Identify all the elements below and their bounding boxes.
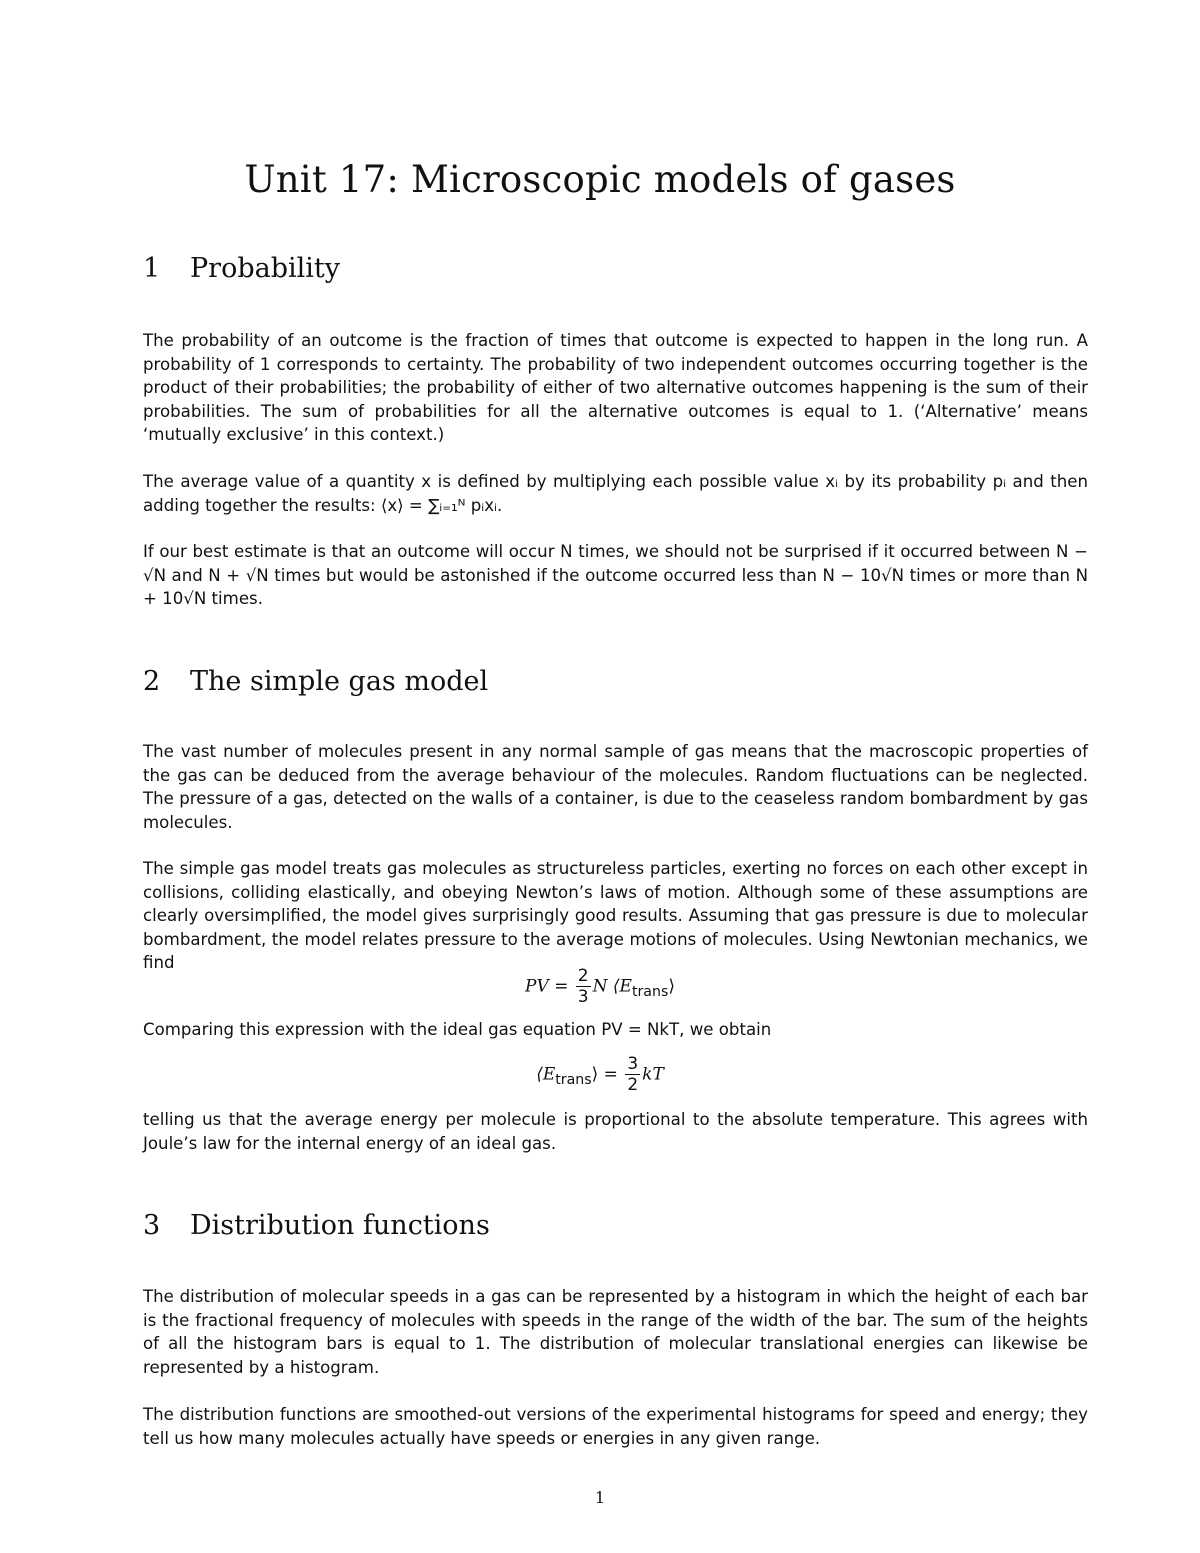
paragraph: telling us that the average energy per molecule is proportional to the absolute temperature. This agrees with Joule’s law for the internal energy of an ideal gas. bbox=[143, 1110, 1088, 1153]
paragraph: If our best estimate is that an outcome will occur N times, we should not be surprised if it occurred between N − √N and N + √N times but would be astonished if the outcome occurred less than N − 10√N times or more than N + 10√N times. bbox=[143, 542, 1088, 608]
equation-pressure-volume: PV = $\frac{2}{3}$ N $⟨E_{trans}⟩$ bbox=[525, 966, 675, 1007]
fraction: $\frac{2}{3}$ bbox=[577, 966, 589, 1007]
equation-average-energy: $⟨E_{trans}⟩$ = $\frac{3}{2}$ kT bbox=[536, 1054, 664, 1095]
section-title: The simple gas model bbox=[190, 666, 489, 697]
paragraph: Comparing this expression with the ideal gas equation PV = NkT, we obtain bbox=[143, 1020, 772, 1039]
section-number: 1 bbox=[143, 253, 161, 284]
section-heading-distribution-functions bbox=[143, 1210, 490, 1241]
paragraph: The probability of an outcome is the fraction of times that outcome is expected to happen in the long run. A probability of 1 corresponds to certainty. The probability of two independent outcomes occurring together is the product of their probabilities; the probability of either of two alternative outcomes happening is the sum of their probabilities. The sum of probabilities for all the alternative outcomes is equal to 1. (‘Alternative’ means ‘mutually exclusive’ in this context.) bbox=[143, 331, 1088, 444]
paragraph: The distribution of molecular speeds in a gas can be represented by a histogram in which the height of each bar is the fractional frequency of molecules with speeds in the range of the width of the bar. The sum of the heights of all the histogram bars is equal to 1. The distribution of molecular translational energies can likewise be represented by a histogram. bbox=[143, 1287, 1088, 1377]
fraction: $\frac{3}{2}$ bbox=[627, 1054, 639, 1095]
section-heading-probability bbox=[143, 253, 340, 284]
section-number: 3 bbox=[143, 1210, 161, 1241]
paragraph: The simple gas model treats gas molecules as structureless particles, exerting no forces on each other except in collisions, colliding elastically, and obeying Newton’s laws of motion. Although some of these assumptions are clearly oversimplified, the model gives surprisingly good results. Assuming that gas pressure is due to molecular bombardment, the model relates pressure to the average motions of molecules. Using Newtonian mechanics, we find bbox=[143, 859, 1088, 972]
page-title: Unit 17: Microscopic models of gases bbox=[244, 158, 956, 201]
page-number: 1 bbox=[594, 1488, 606, 1507]
section-number: 2 bbox=[143, 666, 161, 697]
paragraph: The average value of a quantity x is defined by multiplying each possible value xᵢ by its probability pᵢ and then adding together the results: ⟨x⟩ = ∑ᵢ₌₁ᴺ pᵢxᵢ. bbox=[143, 472, 1088, 515]
section-title: Distribution functions bbox=[190, 1210, 490, 1241]
paragraph: The vast number of molecules present in any normal sample of gas means that the macroscopic properties of the gas can be deduced from the average behaviour of the molecules. Random fluctuations can be neglected. The pressure of a gas, detected on the walls of a container, is due to the ceaseless random bombardment by gas molecules. bbox=[143, 742, 1088, 832]
section-title: Probability bbox=[190, 253, 341, 284]
paragraph: The distribution functions are smoothed-out versions of the experimental histograms for speed and energy; they tell us how many molecules actually have speeds or energies in any given range. bbox=[143, 1405, 1088, 1448]
section-heading-simple-gas-model bbox=[143, 666, 488, 697]
